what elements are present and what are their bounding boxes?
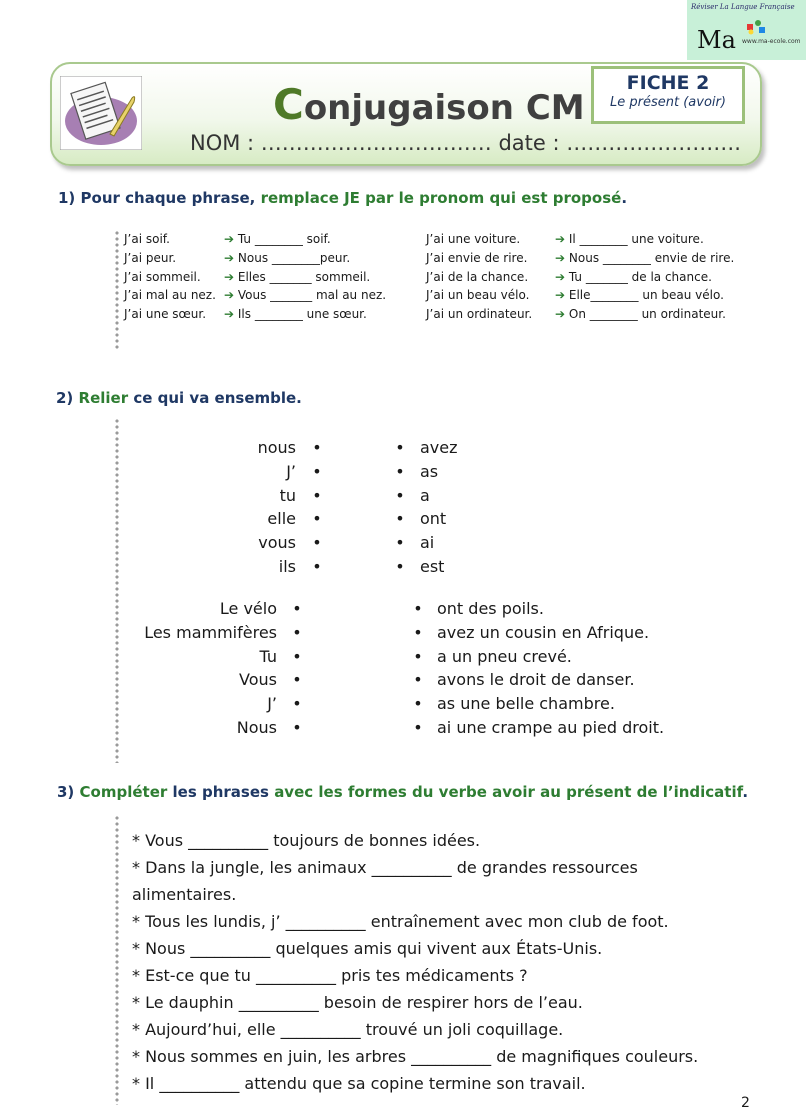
list-item: ai une crampe au pied droit. bbox=[437, 717, 665, 737]
list-item bbox=[224, 230, 386, 249]
match-dot[interactable]: • bbox=[413, 622, 423, 642]
notepad-quill-icon bbox=[60, 76, 142, 150]
sentence-line: * Dans la jungle, les animaux __________ de grandes ressources bbox=[132, 858, 638, 877]
answer-text: Vous _______ mal au nez. bbox=[237, 288, 387, 303]
title-initial: C bbox=[273, 80, 304, 129]
list-item: J’ai soif. bbox=[124, 232, 170, 246]
answer-text: On ________ un ordinateur. bbox=[568, 307, 726, 322]
list-item: J’ai un ordinateur. bbox=[426, 307, 533, 322]
match-dot[interactable]: • bbox=[292, 599, 302, 618]
section3-number: 3) bbox=[57, 783, 75, 801]
match-group2-right-dots bbox=[411, 597, 425, 740]
section1-number: 1) bbox=[58, 189, 76, 207]
match-group2-left bbox=[118, 597, 277, 740]
section3-heading-part2: les phrases bbox=[172, 783, 269, 801]
answer-text: Elles _______ sommeil. bbox=[237, 269, 371, 284]
list-item: ont bbox=[420, 509, 447, 529]
list-item bbox=[555, 305, 734, 324]
sentence-line: * Nous sommes en juin, les arbres __________ de magnifiques couleurs. bbox=[132, 1047, 699, 1066]
list-item bbox=[224, 305, 386, 324]
match-group1-left bbox=[196, 436, 296, 579]
answer-text: Nous ________peur. bbox=[237, 250, 351, 265]
sentence-line: * Le dauphin __________ besoin de respirer hors de l’eau. bbox=[132, 993, 583, 1012]
list-item: a un pneu crevé. bbox=[437, 646, 572, 666]
list-item: J’ai un beau vélo. bbox=[426, 288, 530, 303]
answer-text: Tu _______ de la chance. bbox=[568, 269, 712, 284]
match-group2-left-dots bbox=[290, 597, 304, 740]
arrow-right-icon: ➔ bbox=[555, 232, 566, 246]
list-item: J’ai une voiture. bbox=[426, 232, 521, 246]
answer-text: Nous ________ envie de rire. bbox=[568, 250, 735, 265]
arrow-right-icon: ➔ bbox=[224, 307, 235, 322]
match-dot[interactable]: • bbox=[312, 509, 322, 529]
list-item: as une belle chambre. bbox=[437, 694, 615, 714]
match-dot[interactable]: • bbox=[413, 646, 423, 666]
list-item: tu bbox=[279, 485, 296, 505]
answer-text: Tu ________ soif. bbox=[237, 232, 331, 246]
list-item: J’ai sommeil. bbox=[124, 269, 201, 284]
section1-heading-part1: Pour chaque phrase, bbox=[80, 189, 256, 207]
page-number: 2 bbox=[741, 1095, 750, 1111]
list-item: avons le droit de danser. bbox=[437, 670, 635, 690]
section1-right-answers bbox=[555, 230, 734, 324]
list-item bbox=[224, 268, 386, 287]
match-dot[interactable]: • bbox=[312, 461, 322, 481]
match-dot[interactable]: • bbox=[292, 622, 302, 642]
match-dot[interactable]: • bbox=[395, 438, 405, 457]
list-item bbox=[555, 249, 734, 268]
dotted-margin bbox=[115, 230, 119, 350]
match-dot[interactable]: • bbox=[413, 717, 423, 737]
match-group1-left-dots bbox=[310, 436, 324, 579]
name-date-line: NOM : …………………………… date : ……………………. bbox=[190, 131, 741, 155]
section1-right-sentences bbox=[426, 230, 532, 324]
list-item bbox=[555, 230, 734, 249]
sentence-line: alimentaires. bbox=[132, 885, 237, 904]
list-item: ai bbox=[420, 533, 435, 553]
match-dot[interactable]: • bbox=[312, 485, 322, 505]
arrow-right-icon: ➔ bbox=[224, 250, 235, 265]
section2-heading-part2: ce qui va ensemble. bbox=[133, 389, 302, 407]
list-item: avez un cousin en Afrique. bbox=[437, 622, 650, 642]
list-item: Tu bbox=[259, 646, 277, 666]
logo-tagline: Réviser La Langue Française bbox=[691, 3, 795, 11]
sentence-line: * Est-ce que tu __________ pris tes médicaments ? bbox=[132, 966, 528, 985]
match-group1-right bbox=[420, 436, 458, 579]
match-dot[interactable]: • bbox=[395, 533, 405, 553]
match-dot[interactable]: • bbox=[292, 717, 302, 737]
arrow-right-icon: ➔ bbox=[224, 232, 235, 246]
logo-url: www.ma-ecole.com bbox=[742, 38, 801, 45]
list-item bbox=[555, 268, 734, 287]
list-item bbox=[224, 249, 386, 268]
list-item: nous bbox=[257, 438, 296, 457]
list-item: ont des poils. bbox=[437, 599, 544, 618]
match-group1-right-dots bbox=[393, 436, 407, 579]
section2-heading bbox=[56, 389, 302, 407]
match-dot[interactable]: • bbox=[312, 533, 322, 553]
match-dot[interactable]: • bbox=[413, 670, 423, 690]
list-item: Le vélo bbox=[219, 599, 277, 618]
match-dot[interactable]: • bbox=[292, 670, 302, 690]
match-dot[interactable]: • bbox=[413, 599, 423, 618]
arrow-right-icon: ➔ bbox=[224, 269, 235, 284]
match-dot[interactable]: • bbox=[292, 694, 302, 714]
fiche-box bbox=[591, 66, 745, 124]
list-item: a bbox=[420, 485, 430, 505]
sentence-line: * Vous __________ toujours de bonnes idées. bbox=[132, 831, 481, 850]
fiche-title: FICHE 2 bbox=[626, 72, 710, 94]
colorful-shapes-icon bbox=[745, 18, 769, 36]
sentence-line: * Aujourd’hui, elle __________ trouvé un joli coquillage. bbox=[132, 1020, 564, 1039]
list-item: avez bbox=[420, 438, 458, 457]
section3-heading-part3: avec les formes du verbe avoir au présent de l’indicatif bbox=[274, 783, 743, 801]
section2-number: 2) bbox=[56, 389, 74, 407]
arrow-right-icon: ➔ bbox=[555, 307, 566, 322]
logo-brand: Ma bbox=[697, 26, 736, 54]
section3-sentences bbox=[132, 827, 772, 1097]
fiche-subtitle: Le présent (avoir) bbox=[610, 95, 726, 110]
match-dot[interactable]: • bbox=[395, 509, 405, 529]
list-item: vous bbox=[258, 533, 296, 553]
list-item: Nous bbox=[236, 717, 277, 737]
match-dot[interactable]: • bbox=[312, 556, 322, 576]
answer-text: Elle________ un beau vélo. bbox=[568, 288, 724, 303]
match-dot[interactable]: • bbox=[312, 438, 322, 457]
list-item: Les mammifères bbox=[144, 622, 277, 642]
list-item: J’ai de la chance. bbox=[426, 269, 529, 284]
section1-heading bbox=[58, 189, 627, 207]
list-item bbox=[555, 286, 734, 305]
list-item: J’ai envie de rire. bbox=[426, 250, 528, 265]
title-rest: onjugaison CM bbox=[303, 88, 585, 128]
match-dot[interactable]: • bbox=[413, 694, 423, 714]
match-group2-right bbox=[437, 597, 664, 740]
list-item: J’ bbox=[267, 694, 277, 714]
list-item: as bbox=[420, 461, 439, 481]
list-item bbox=[224, 286, 386, 305]
list-item: J’ai peur. bbox=[124, 250, 177, 265]
arrow-right-icon: ➔ bbox=[555, 250, 566, 265]
list-item: J’ bbox=[286, 461, 296, 481]
list-item: elle bbox=[267, 509, 296, 529]
section1-heading-part2: remplace JE par le pronom qui est proposé bbox=[260, 189, 622, 207]
match-dot[interactable]: • bbox=[292, 646, 302, 666]
section2-heading-part1: Relier bbox=[78, 389, 129, 407]
match-dot[interactable]: • bbox=[395, 556, 405, 576]
answer-text: Il ________ une voiture. bbox=[568, 232, 704, 246]
list-item: est bbox=[420, 556, 445, 576]
site-logo bbox=[687, 0, 806, 60]
list-item: ils bbox=[278, 556, 296, 576]
list-item: Vous bbox=[239, 670, 277, 690]
match-dot[interactable]: • bbox=[395, 485, 405, 505]
section1-left-sentences bbox=[124, 230, 216, 324]
match-dot[interactable]: • bbox=[395, 461, 405, 481]
arrow-right-icon: ➔ bbox=[555, 288, 566, 303]
answer-text: Ils ________ une sœur. bbox=[237, 307, 367, 322]
sentence-line: * Il __________ attendu que sa copine termine son travail. bbox=[132, 1074, 586, 1093]
sentence-line: * Tous les lundis, j’ __________ entraînement avec mon club de foot. bbox=[132, 912, 669, 931]
dotted-margin bbox=[115, 815, 119, 1105]
section3-heading-part1: Compléter bbox=[79, 783, 168, 801]
sentence-line: * Nous __________ quelques amis qui vivent aux États-Unis. bbox=[132, 939, 603, 958]
list-item: J’ai mal au nez. bbox=[124, 288, 216, 303]
section3-heading-part4: . bbox=[742, 783, 749, 801]
section1-left-answers bbox=[224, 230, 386, 324]
list-item: J’ai une sœur. bbox=[124, 307, 207, 322]
arrow-right-icon: ➔ bbox=[555, 269, 566, 284]
section3-heading bbox=[57, 783, 748, 801]
page-title bbox=[273, 80, 585, 129]
arrow-right-icon: ➔ bbox=[224, 288, 235, 303]
section1-heading-part3: . bbox=[621, 189, 628, 207]
